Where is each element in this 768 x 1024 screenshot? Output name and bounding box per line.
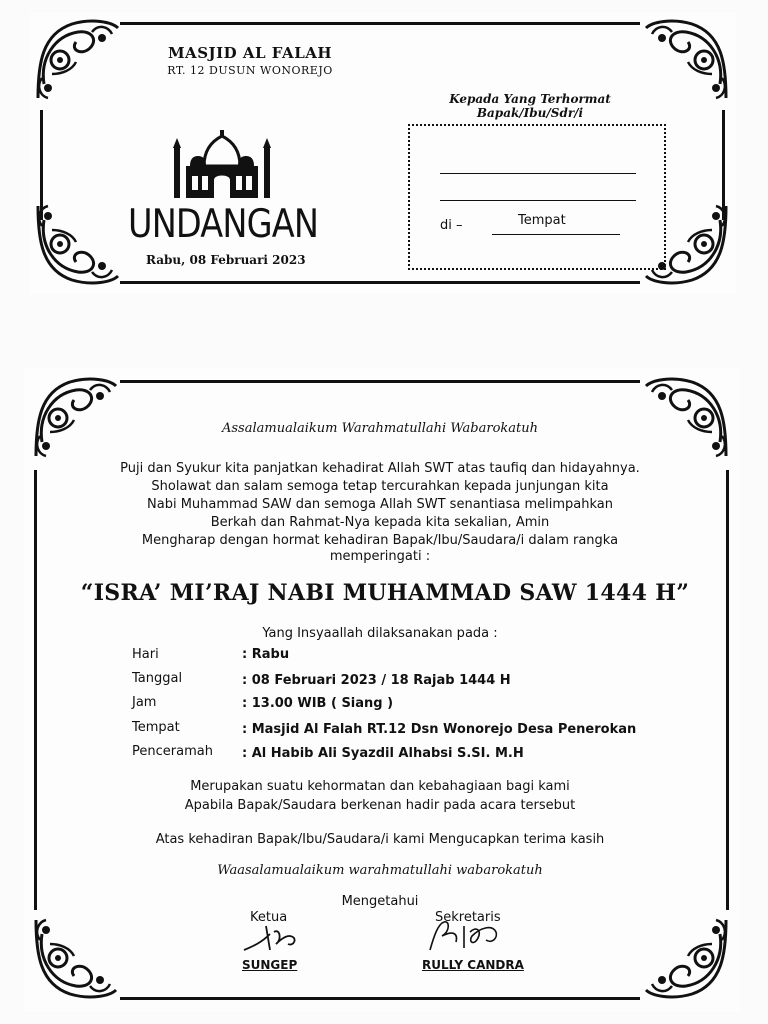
recipient-heading: Kepada Yang Terhormat (449, 92, 611, 106)
body-line: Nabi Muhammad SAW dan semoga Allah SWT senantiasa melimpahkan (147, 497, 613, 512)
mosque-icon (172, 130, 272, 200)
detail-label: Hari (132, 647, 159, 662)
corner-ornament-icon (30, 914, 120, 1004)
cover-frame-top (120, 22, 640, 25)
di-label: di – (440, 218, 463, 233)
secretary-signature-icon (420, 916, 510, 956)
corner-ornament-icon (32, 200, 122, 290)
acknowledged-label: Mengetahui (341, 894, 419, 909)
detail-value: : Al Habib Ali Syazdil Alhabsi S.SI. M.H (242, 746, 524, 761)
opening-greeting: Assalamualaikum Warahmatullahi Wabarokatuh (221, 421, 539, 436)
detail-label: Tempat (132, 720, 180, 735)
closing-greeting: Waasalamualaikum warahmatullahi wabarokatuh (217, 863, 543, 878)
detail-value: : 08 Februari 2023 / 18 Rajab 1444 H (242, 673, 511, 688)
detail-value: : Rabu (242, 647, 290, 662)
detail-label: Tanggal (132, 671, 183, 686)
body-line: Berkah dan Rahmat-Nya kepada kita sekalian, Amin (210, 515, 550, 530)
body-line: memperingati : (329, 549, 431, 564)
invitation-title: UNDANGAN (128, 202, 319, 247)
mosque-name: MASJID AL FALAH (167, 44, 333, 62)
letter-frame-top (120, 380, 640, 383)
chair-role: Ketua (250, 910, 288, 925)
corner-ornament-icon (642, 914, 732, 1004)
corner-ornament-icon (32, 14, 122, 104)
corner-ornament-icon (642, 372, 732, 462)
body-line: Mengharap dengan hormat kehadiran Bapak/Ibu/Saudara/i dalam rangka (141, 533, 619, 548)
address-line (492, 234, 620, 235)
letter-frame-bottom (120, 997, 640, 1000)
chair-signature-icon (240, 920, 310, 954)
detail-label: Jam (132, 695, 157, 710)
letter-frame-right (726, 470, 729, 910)
chair-name: SUNGEP (242, 958, 298, 972)
place-label: Tempat (518, 213, 566, 228)
secretary-name: RULLY CANDRA (422, 958, 524, 972)
secretary-role: Sekretaris (435, 910, 501, 925)
thanks-line: Atas kehadiran Bapak/Ibu/Saudara/i kami Mengucapkan terima kasih (155, 832, 605, 847)
closing-line: Merupakan suatu kehormatan dan kebahagiaan bagi kami (190, 779, 570, 794)
cover-date: Rabu, 08 Februari 2023 (146, 253, 306, 267)
letter-frame-left (34, 470, 37, 910)
recipient-salutation: Bapak/Ibu/Sdr/i (476, 106, 584, 120)
corner-ornament-icon (642, 14, 732, 104)
cover-frame-bottom (120, 281, 640, 284)
mosque-address: RT. 12 DUSUN WONOREJO (167, 64, 333, 77)
corner-ornament-icon (30, 372, 120, 462)
detail-value: : Masjid Al Falah RT.12 Dsn Wonorejo Desa Penerokan (242, 722, 637, 737)
address-line (440, 200, 636, 201)
address-line (440, 173, 636, 174)
schedule-intro: Yang Insyaallah dilaksanakan pada : (262, 626, 498, 641)
detail-value: : 13.00 WIB ( Siang ) (242, 696, 394, 711)
body-line: Puji dan Syukur kita panjatkan kehadirat Allah SWT atas taufiq dan hidayahnya. (120, 461, 640, 476)
detail-label: Penceramah (132, 744, 213, 759)
address-box (408, 124, 666, 270)
event-headline: “ISRA’ MI’RAJ NABI MUHAMMAD SAW 1444 H” (80, 580, 690, 606)
closing-line: Apabila Bapak/Saudara berkenan hadir pada acara tersebut (184, 798, 576, 813)
body-line: Sholawat dan salam semoga tetap tercurahkan kepada junjungan kita (151, 479, 609, 494)
